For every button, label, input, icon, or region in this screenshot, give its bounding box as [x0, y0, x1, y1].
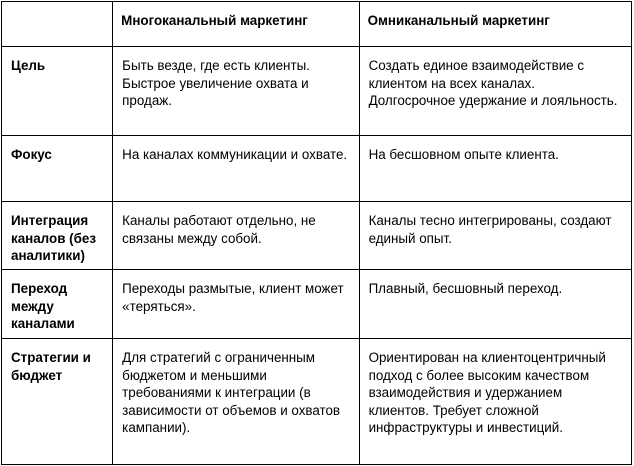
table-row	[2, 339, 632, 465]
row-label-cell: Переход между каналами	[2, 270, 113, 339]
multichannel-cell: Для стратегий с ограниченным бюджетом и меньшими требованиями к интеграции (в зависимости от объемов и охватов кампании).	[113, 339, 359, 465]
row-label-cell: Интеграция каналов (без аналитики)	[2, 202, 113, 270]
header-cell-empty	[2, 2, 113, 47]
table-row	[2, 202, 632, 270]
multichannel-cell: Каналы работают отдельно, не связаны между собой.	[113, 202, 359, 270]
multichannel-cell: Быть везде, где есть клиенты. Быстрое увеличение охвата и продаж.	[113, 47, 359, 136]
comparison-table	[1, 1, 632, 465]
table-row	[2, 47, 632, 136]
header-cell-omnichannel: Омниканальный маркетинг	[359, 2, 631, 47]
omnichannel-cell: Плавный, бесшовный переход.	[359, 270, 631, 339]
table-header-row	[2, 2, 632, 47]
row-label-cell: Фокус	[2, 136, 113, 202]
row-label-cell: Цель	[2, 47, 113, 136]
table-row	[2, 136, 632, 202]
header-cell-multichannel: Многоканальный маркетинг	[113, 2, 359, 47]
omnichannel-cell: Создать единое взаимодействие с клиентом на всех каналах. Долгосрочное удержание и лояльность.	[359, 47, 631, 136]
omnichannel-cell: На бесшовном опыте клиента.	[359, 136, 631, 202]
table-row	[2, 270, 632, 339]
multichannel-cell: На каналах коммуникации и охвате.	[113, 136, 359, 202]
multichannel-cell: Переходы размытые, клиент может «теряться».	[113, 270, 359, 339]
omnichannel-cell: Каналы тесно интегрированы, создают единый опыт.	[359, 202, 631, 270]
omnichannel-cell: Ориентирован на клиентоцентричный подход с более высоким качеством взаимодействия и удержанием клиентов. Требует сложной инфраструктуры и инвестиций.	[359, 339, 631, 465]
row-label-cell: Стратегии и бюджет	[2, 339, 113, 465]
